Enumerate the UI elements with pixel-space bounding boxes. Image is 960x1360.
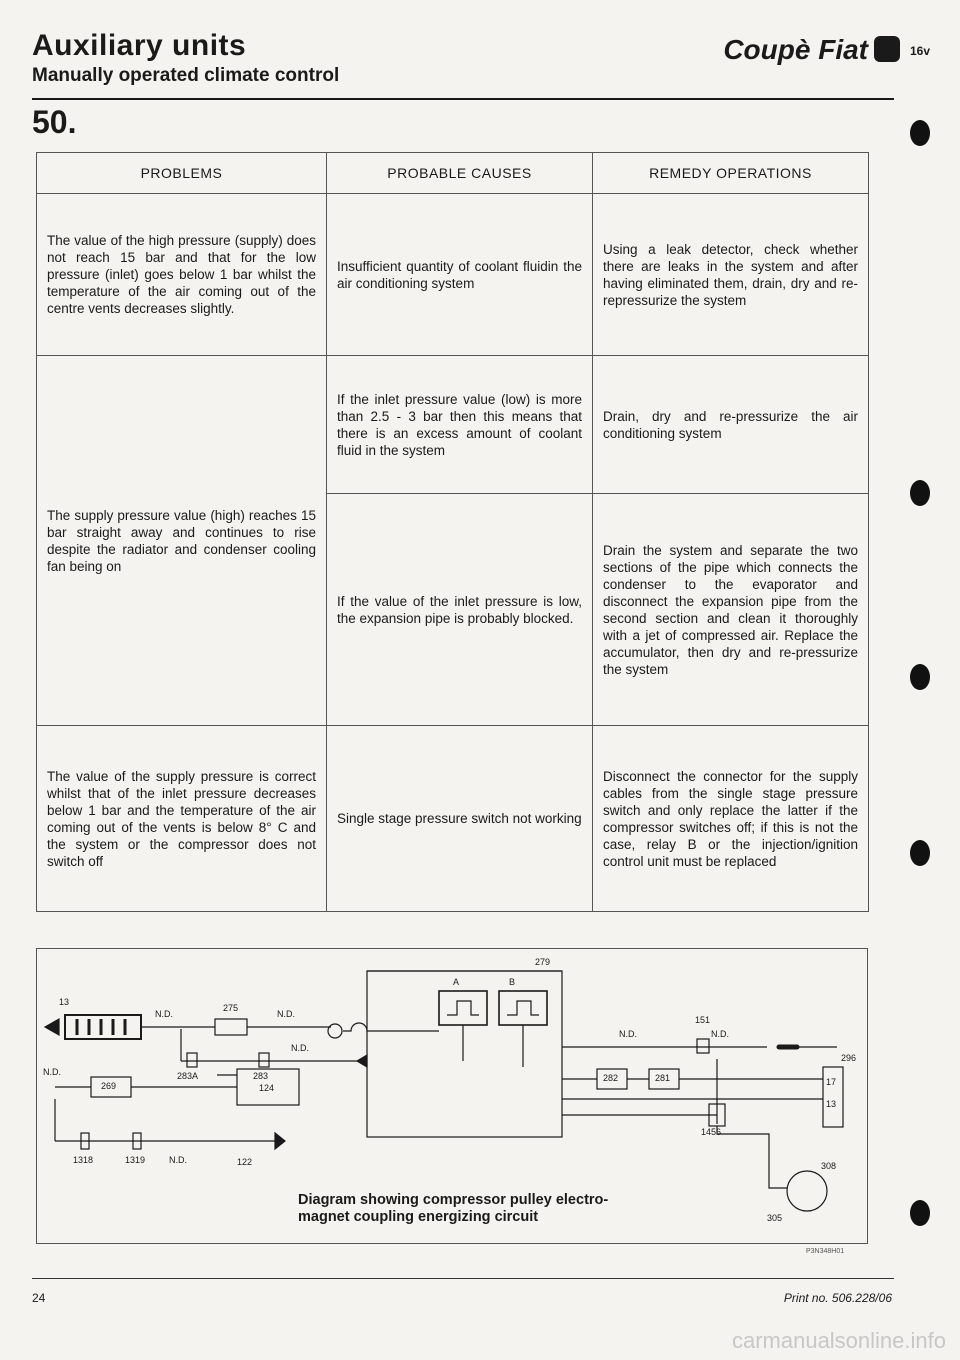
label-308: 308 [821, 1161, 837, 1171]
print-number: Print no. 506.228/06 [783, 1291, 892, 1305]
remedy-cell: Disconnect the connector for the supply cables from the single stage pressure switch and only replace the latter if the compressor switches off; if this is not the case, relay B or the injection/ignition control unit must be replaced [593, 726, 869, 912]
label-1456: 1456 [701, 1127, 722, 1137]
relay-a-icon [439, 991, 487, 1025]
table-row [37, 726, 869, 912]
header-remedy-operations: REMEDY OPERATIONS [593, 153, 869, 194]
label-relay-b: B [509, 977, 516, 987]
label-283a: 283A [177, 1071, 199, 1081]
cause-cell: Single stage pressure switch not working [327, 726, 593, 912]
header-probable-causes: PROBABLE CAUSES [327, 153, 593, 194]
ground-arrow-icon [275, 1133, 285, 1149]
label-13: 13 [59, 997, 70, 1007]
remedy-cell: Drain the system and separate the two sections of the pipe which connects the condenser to the evaporator and disconnect the expansion pipe from the second section and clean it thoroughly with a jet of compressed air. Replace the accumulator, then dry and re-pressurize the system [593, 494, 869, 726]
watermark: carmanualsonline.info [731, 1328, 946, 1353]
fuse-283-icon [259, 1053, 269, 1067]
header-rule [32, 98, 894, 100]
label-124: 124 [259, 1083, 275, 1093]
label-nd: N.D. [155, 1009, 173, 1019]
fuse-151-icon [697, 1039, 709, 1053]
brand-name: Coupè Fiat [723, 34, 868, 65]
label-283: 283 [253, 1071, 269, 1081]
diagram-code: P3N348H01 [806, 1248, 845, 1255]
label-nd: N.D. [291, 1043, 309, 1053]
header-problems: PROBLEMS [37, 153, 327, 194]
cause-cell: If the value of the inlet pressure is low, the expansion pipe is probably blocked. [327, 494, 593, 726]
connector-icon [328, 1024, 342, 1038]
punch-hole-icon [910, 120, 930, 146]
cause-cell: If the inlet pressure value (low) is more than 2.5 - 3 bar then this means that there is an excess amount of coolant fluid in the system [327, 356, 593, 494]
label-151: 151 [695, 1015, 711, 1025]
compressor-clutch-icon [787, 1171, 827, 1211]
problem-cell: The value of the supply pressure is correct whilst that of the inlet pressure decreases below 1 bar and the temperature of the air coming out of the vents is below 8° C and the system or the compressor does not switch off [37, 726, 327, 912]
arrow-left-icon [45, 1019, 59, 1035]
label-1318: 1318 [73, 1155, 94, 1165]
page-number: 24 [32, 1291, 46, 1305]
engine-badge-icon [874, 36, 900, 62]
remedy-cell: Drain, dry and re-pressurize the air conditioning system [593, 356, 869, 494]
cause-cell: Insufficient quantity of coolant fluidin the air conditioning system [327, 194, 593, 356]
relay-b-icon [499, 991, 547, 1025]
table-header-row [37, 153, 869, 194]
table-row [37, 194, 869, 356]
punch-hole-icon [910, 664, 930, 690]
punch-hole-icon [910, 840, 930, 866]
troubleshooting-table [36, 152, 869, 912]
label-nd: N.D. [277, 1009, 295, 1019]
label-279: 279 [535, 957, 551, 967]
label-13b: 13 [826, 1099, 837, 1109]
problem-cell: The value of the high pressure (supply) does not reach 15 bar and that for the low pressure (inlet) goes below 1 bar whilst the temperature of the air coming out of the centre vents decreases slightly. [37, 194, 327, 356]
caption-line-1: Diagram showing compressor pulley electro- [298, 1192, 609, 1208]
label-296: 296 [841, 1053, 857, 1063]
problem-cell: The supply pressure value (high) reaches 15 bar straight away and continues to rise despite the radiator and condenser cooling fan being on [37, 356, 327, 726]
page-title: Auxiliary units [32, 29, 247, 62]
label-282: 282 [603, 1073, 619, 1083]
label-305: 305 [767, 1213, 783, 1223]
label-122: 122 [237, 1157, 253, 1167]
page-subtitle: Manually operated climate control [32, 65, 340, 86]
punch-hole-icon [910, 480, 930, 506]
label-281: 281 [655, 1073, 671, 1083]
connector-296-icon [823, 1067, 843, 1127]
label-nd: N.D. [43, 1067, 61, 1077]
engine-badge-label: 16v [909, 44, 930, 58]
label-275: 275 [223, 1003, 239, 1013]
footer-rule [32, 1278, 894, 1279]
label-nd: N.D. [169, 1155, 187, 1165]
fuse-275-icon [215, 1019, 247, 1035]
label-1319: 1319 [125, 1155, 146, 1165]
caption-line-2: magnet coupling energizing circuit [298, 1209, 539, 1225]
punch-hole-icon [910, 1200, 930, 1226]
label-269: 269 [101, 1081, 117, 1091]
label-relay-a: A [453, 977, 460, 987]
section-number: 50. [32, 104, 77, 140]
label-nd: N.D. [711, 1029, 729, 1039]
table-row [37, 356, 869, 494]
label-17: 17 [826, 1077, 837, 1087]
label-nd: N.D. [619, 1029, 637, 1039]
fuse-283a-icon [187, 1053, 197, 1067]
relay-box-outline [367, 971, 562, 1137]
page-header [32, 30, 339, 88]
diagram-caption [298, 1192, 608, 1226]
remedy-cell: Using a leak detector, check whether there are leaks in the system and after having eliminated them, drain, dry and re-repressurize the system [593, 194, 869, 356]
